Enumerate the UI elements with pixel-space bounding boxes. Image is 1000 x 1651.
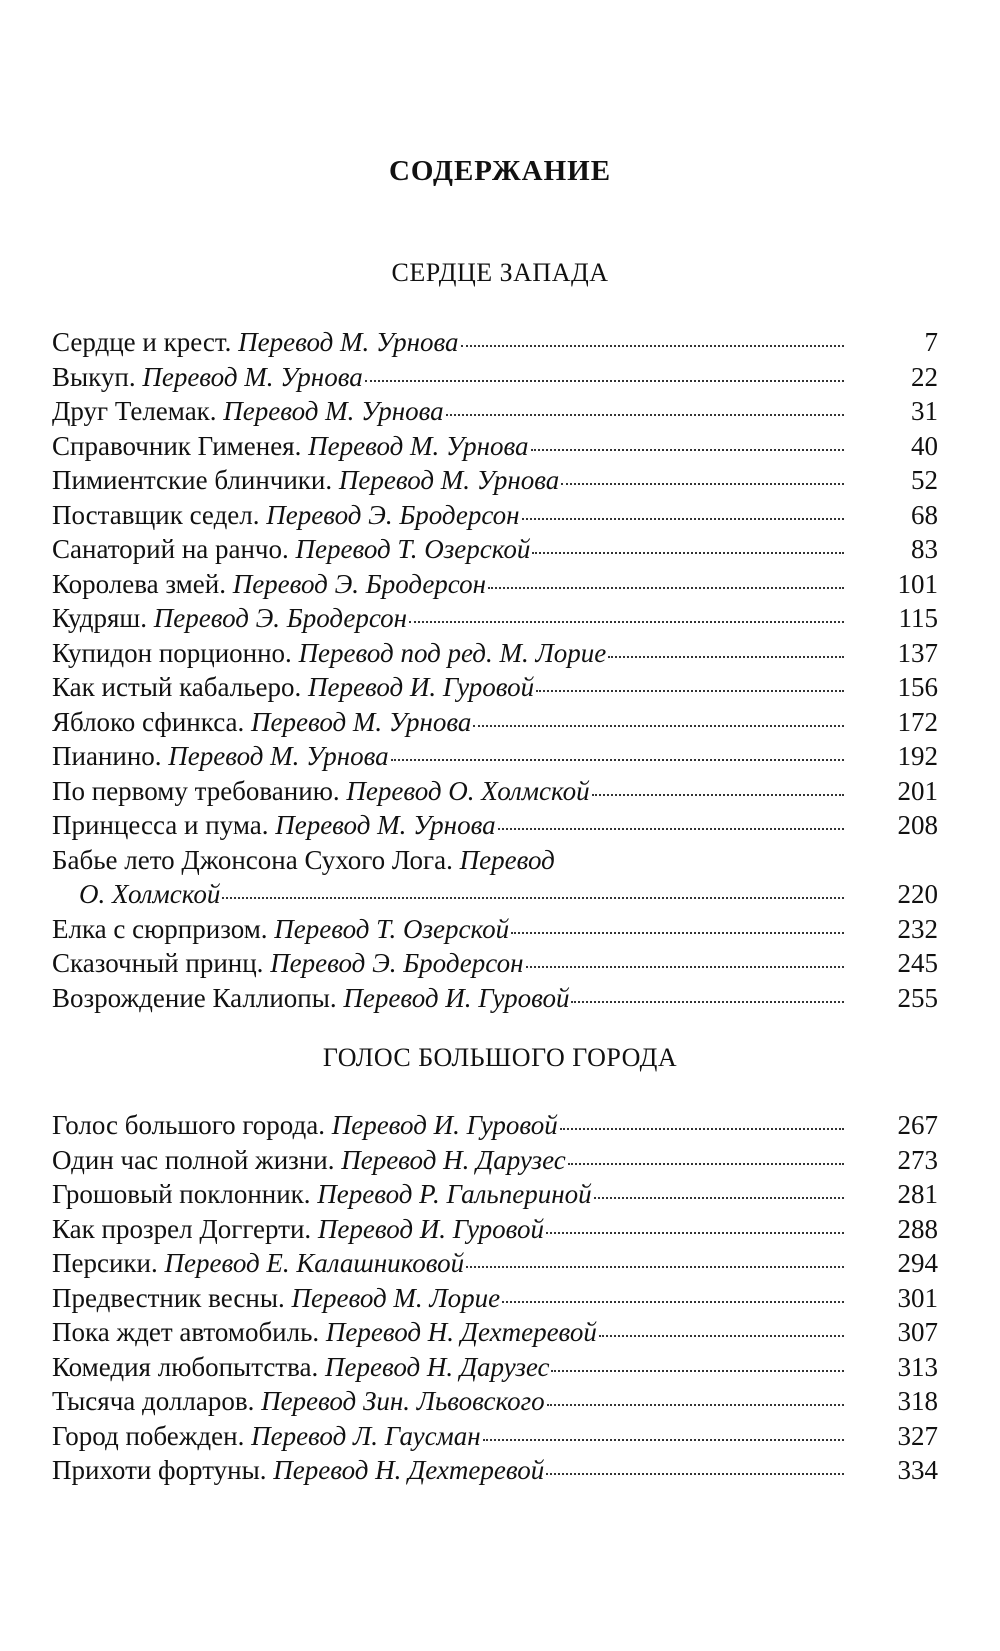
leader-dots <box>446 414 844 416</box>
story-title: Принцесса и пума. <box>52 810 269 840</box>
page-number: 318 <box>897 1386 938 1416</box>
toc-entry[interactable] <box>52 1281 942 1316</box>
toc-entry[interactable] <box>52 1246 942 1281</box>
story-title: Голос большого города. <box>52 1110 325 1140</box>
translator: Перевод И. Гуровой <box>308 672 535 702</box>
page-number: 52 <box>911 465 938 495</box>
story-title: Кудряш. <box>52 603 147 633</box>
translator: Перевод М. Урнова <box>238 327 459 357</box>
translator: Перевод Н. Дарузес <box>324 1351 550 1382</box>
toc-entry[interactable] <box>52 1212 942 1247</box>
leader-dots <box>391 759 844 761</box>
translator: Перевод Э. Бродерсон <box>153 603 408 633</box>
page-number: 156 <box>897 672 938 702</box>
toc-entry[interactable] <box>52 360 942 395</box>
page-number: 255 <box>897 982 938 1013</box>
translator: Перевод М. Урнова <box>308 430 529 461</box>
translator: Перевод Е. Калашниковой <box>164 1248 465 1278</box>
translator: Перевод Н. Дарузес <box>341 1144 566 1175</box>
toc-entry[interactable] <box>52 567 942 602</box>
section-title-heart-of-west: СЕРДЦЕ ЗАПАДА <box>391 258 609 287</box>
translator: О. Холмской <box>79 879 221 909</box>
leader-dots <box>560 1128 844 1130</box>
page-number: 327 <box>897 1420 938 1451</box>
story-title: По первому требованию. <box>52 775 340 806</box>
page-number: 68 <box>911 499 938 530</box>
toc-entry[interactable] <box>52 670 942 705</box>
page-number: 313 <box>897 1351 938 1382</box>
story-title: Тысяча долларов. <box>52 1386 255 1416</box>
story-title: Санаторий на ранчо. <box>52 534 289 564</box>
leader-dots <box>526 966 845 968</box>
page-number: 137 <box>897 637 938 668</box>
story-title: Елка с сюрпризом. <box>52 913 268 944</box>
leader-dots <box>488 587 844 589</box>
page-number: 273 <box>897 1144 938 1175</box>
page-number: 334 <box>897 1455 938 1485</box>
toc-entry[interactable] <box>52 1384 942 1419</box>
translator: Перевод М. Урнова <box>251 706 472 737</box>
translator: Перевод Л. Гаусман <box>251 1420 481 1451</box>
story-title: Комедия любопытства. <box>52 1351 319 1382</box>
leader-dots <box>483 1439 844 1441</box>
story-title: Справочник Гименея. <box>52 430 302 461</box>
leader-dots <box>546 1232 844 1234</box>
page-number: 201 <box>897 775 938 806</box>
story-title: Предвестник весны. <box>52 1282 285 1313</box>
toc-entry[interactable] <box>52 981 942 1016</box>
leader-dots <box>365 380 844 382</box>
toc-entry[interactable] <box>52 1419 942 1454</box>
translator: Перевод Н. Дехтеревой <box>273 1455 545 1485</box>
translator: Перевод И. Гуровой <box>343 982 570 1013</box>
translator: Перевод Зин. Львовского <box>261 1386 545 1416</box>
translator: Перевод М. Урнова <box>275 810 496 840</box>
page-number: 220 <box>897 879 938 909</box>
toc-entry[interactable] <box>52 946 942 981</box>
page-number: 294 <box>897 1248 938 1278</box>
toc-entry[interactable] <box>52 808 942 843</box>
toc-entry[interactable] <box>52 394 942 429</box>
leader-dots <box>502 1301 844 1303</box>
page-number: 288 <box>897 1213 938 1244</box>
translator: Перевод Э. Бродерсон <box>232 568 487 599</box>
translator: Перевод М. Урнова <box>168 741 389 771</box>
page-number: 101 <box>897 568 938 599</box>
leader-dots <box>546 1473 844 1475</box>
page-number: 7 <box>924 327 938 357</box>
leader-dots <box>561 483 844 485</box>
leader-dots <box>547 1404 844 1406</box>
toc-entry[interactable] <box>52 429 942 464</box>
page-number: 40 <box>911 430 938 461</box>
toc-entry[interactable] <box>52 1453 942 1488</box>
translator: Перевод И. Гуровой <box>317 1213 544 1244</box>
toc-entry[interactable] <box>52 705 942 740</box>
toc-entry[interactable] <box>52 325 942 360</box>
page-number: 281 <box>897 1179 938 1209</box>
translator: Перевод М. Лорие <box>291 1282 501 1313</box>
toc-entry-wrapped-second-line[interactable] <box>52 877 942 912</box>
leader-dots <box>608 656 844 658</box>
page-number: 301 <box>897 1282 938 1313</box>
story-title: Яблоко сфинкса. <box>52 706 245 737</box>
translator: Перевод Н. Дехтеревой <box>325 1317 597 1347</box>
toc-list-section-2 <box>52 1108 942 1488</box>
toc-entry[interactable] <box>52 532 942 567</box>
toc-entry[interactable] <box>52 498 942 533</box>
toc-entry[interactable] <box>52 1315 942 1350</box>
toc-entry[interactable] <box>52 1177 942 1212</box>
leader-dots <box>222 897 844 899</box>
story-title: Прихоти фортуны. <box>52 1455 267 1485</box>
translator: Перевод Р. Гальпериной <box>317 1179 592 1209</box>
page-number: 22 <box>911 361 938 392</box>
story-title: Как прозрел Доггерти. <box>52 1213 312 1244</box>
translator: Перевод М. Урнова <box>223 396 444 426</box>
toc-entry-wrapped-first-line[interactable] <box>52 843 942 878</box>
translator: Перевод Т. Озерской <box>295 534 531 564</box>
toc-list-section-1 <box>52 325 942 1015</box>
page-number: 307 <box>897 1317 938 1347</box>
leader-dots <box>522 518 844 520</box>
leader-dots <box>551 1370 844 1372</box>
page-number: 245 <box>897 948 938 978</box>
translator: Перевод М. Урнова <box>142 361 363 392</box>
page-number: 267 <box>897 1110 938 1140</box>
translator: Перевод М. Урнова <box>338 465 560 495</box>
translator: Перевод Э. Бродерсон <box>270 948 524 978</box>
leader-dots <box>409 621 844 623</box>
page-number: 172 <box>897 706 938 737</box>
story-title: Сказочный принц. <box>52 948 264 978</box>
toc-entry[interactable] <box>52 739 942 774</box>
toc-entry[interactable] <box>52 601 942 636</box>
section-title-voice-of-city: ГОЛОС БОЛЬШОГО ГОРОДА <box>322 1043 678 1072</box>
page-number: 31 <box>911 396 938 426</box>
story-title: Выкуп. <box>52 361 136 392</box>
story-title: Сердце и крест. <box>52 327 232 357</box>
story-title: Королева змей. <box>52 568 226 599</box>
leader-dots <box>536 690 844 692</box>
leader-dots <box>531 449 845 451</box>
story-title: Персики. <box>52 1248 158 1278</box>
toc-entry[interactable] <box>52 912 942 947</box>
leader-dots <box>498 828 844 830</box>
leader-dots <box>511 932 844 934</box>
page-number: 232 <box>897 913 938 944</box>
toc-entry[interactable] <box>52 463 942 498</box>
translator: Перевод О. Холмской <box>346 775 590 806</box>
leader-dots <box>594 1197 844 1199</box>
translator: Перевод И. Гуровой <box>331 1110 558 1140</box>
page-number: 192 <box>897 741 938 771</box>
leader-dots <box>461 345 844 347</box>
leader-dots <box>473 725 844 727</box>
toc-entry[interactable] <box>52 636 942 671</box>
page-number: 83 <box>911 534 938 564</box>
story-title: Один час полной жизни. <box>52 1144 335 1175</box>
page-number: 115 <box>898 603 938 633</box>
toc-entry[interactable] <box>52 1350 942 1385</box>
leader-dots <box>592 794 844 796</box>
toc-entry[interactable] <box>52 774 942 809</box>
leader-dots <box>466 1266 844 1268</box>
translator: Перевод под ред. М. Лорие <box>298 637 607 668</box>
translator: Перевод Э. Бродерсон <box>266 499 520 530</box>
story-title: Город побежден. <box>52 1420 245 1451</box>
leader-dots <box>532 552 844 554</box>
leader-dots <box>571 1001 844 1003</box>
translator: Перевод Т. Озерской <box>274 913 510 944</box>
story-title: Купидон порционно. <box>52 637 292 668</box>
toc-entry[interactable] <box>52 1108 942 1143</box>
page-title: СОДЕРЖАНИЕ <box>388 155 612 187</box>
story-title: Пимиентские блинчики. <box>52 465 333 495</box>
story-title: Возрождение Каллиопы. <box>52 982 337 1013</box>
story-title: Пианино. <box>52 741 162 771</box>
story-title: Бабье лето Джонсона Сухого Лога. <box>52 844 453 875</box>
leader-dots <box>568 1163 844 1165</box>
story-title: Грошовый поклонник. <box>52 1179 311 1209</box>
page-number: 208 <box>897 810 938 840</box>
story-title: Пока ждет автомобиль. <box>52 1317 320 1347</box>
leader-dots <box>599 1335 844 1337</box>
story-title: Друг Телемак. <box>52 396 217 426</box>
story-title: Поставщик седел. <box>52 499 260 530</box>
story-title: Как истый кабальеро. <box>52 672 302 702</box>
translator: Перевод <box>459 844 555 875</box>
toc-entry[interactable] <box>52 1143 942 1178</box>
